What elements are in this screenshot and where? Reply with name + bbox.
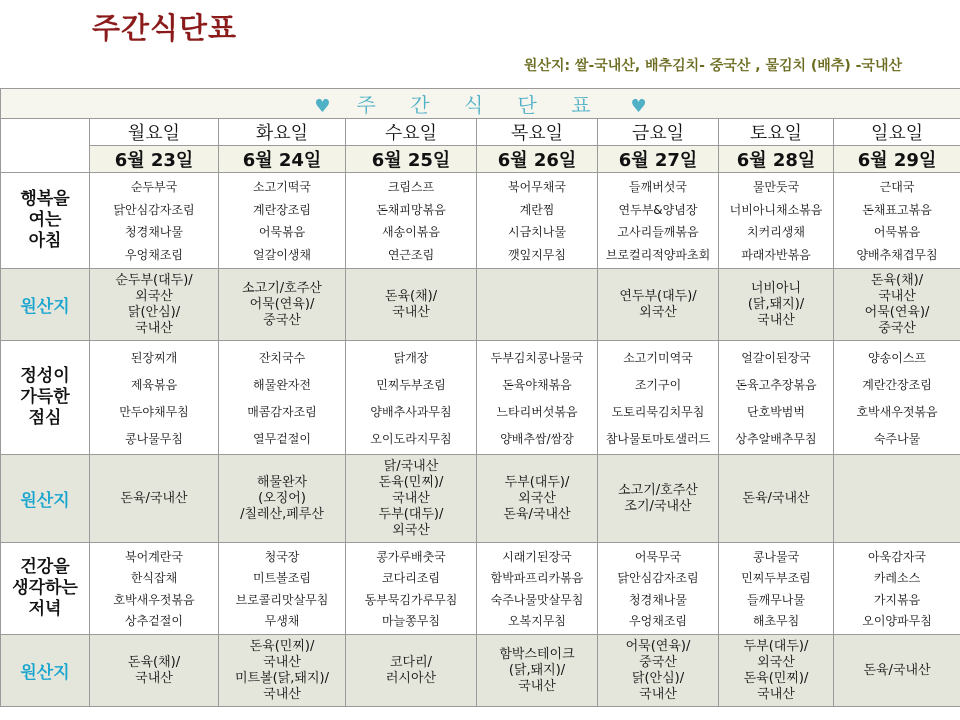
date-header: 6월 29일 xyxy=(834,146,960,173)
menu-item: 계란찜 xyxy=(519,202,555,217)
origin-cell xyxy=(219,635,346,707)
menu-item: 미트볼조림 xyxy=(253,571,311,586)
menu-item: 소고기미역국 xyxy=(623,350,693,365)
cell-line: 국내산 xyxy=(878,288,916,304)
origin-cell xyxy=(346,455,477,543)
menu-item: 들깨버섯국 xyxy=(629,180,687,195)
menu-item: 시래기된장국 xyxy=(502,549,572,564)
menu-item: 닭개장 xyxy=(393,350,429,365)
menu-item: 청국장 xyxy=(264,549,300,564)
cell-line: 중국산 xyxy=(878,320,916,336)
menu-item-list xyxy=(719,546,833,632)
day-header: 화요일 xyxy=(219,119,346,146)
menu-item: 만두야채무침 xyxy=(119,404,189,419)
menu-item: 민찌두부조림 xyxy=(741,571,811,586)
menu-item-list xyxy=(219,176,345,266)
cell-line: 중국산 xyxy=(263,312,301,328)
origin-cell xyxy=(598,455,719,543)
menu-item: 청경채나물 xyxy=(125,225,183,240)
day-header: 목요일 xyxy=(477,119,598,146)
menu-item: 얼갈이생채 xyxy=(253,247,311,262)
menu-item: 참나물토마토샐러드 xyxy=(605,431,711,446)
cell-line: 너비아니 xyxy=(750,280,802,296)
dinner-origin-row xyxy=(1,635,960,707)
cell-line: 국내산 xyxy=(392,490,430,506)
cell-line: 국내산 xyxy=(135,320,173,336)
cell-line: 점심 xyxy=(28,408,62,428)
cell-line: 러시아산 xyxy=(385,670,437,686)
menu-item-list xyxy=(598,546,718,632)
menu-item-list xyxy=(719,344,833,452)
cell-line: 해물완자 xyxy=(256,474,308,490)
cell-line: 외국산 xyxy=(639,304,677,320)
dinner-cell xyxy=(219,543,346,635)
lunch-origin-row xyxy=(1,455,960,543)
menu-item: 오이도라지무침 xyxy=(370,431,452,446)
dinner-cell xyxy=(477,543,598,635)
origin-cell xyxy=(219,455,346,543)
menu-item: 들깨무나물 xyxy=(747,592,805,607)
menu-item-list xyxy=(346,344,476,452)
dinner-label xyxy=(1,543,90,635)
menu-item: 물만둣국 xyxy=(752,180,800,195)
origin-label: 원산지 xyxy=(1,269,90,341)
cell-line: 국내산 xyxy=(263,686,301,702)
cell-line: 돈육(민찌)/ xyxy=(378,474,444,490)
cell-line: 저녁 xyxy=(28,599,62,619)
corner-cell xyxy=(1,119,90,173)
breakfast-cell xyxy=(346,173,477,269)
date-header: 6월 26일 xyxy=(477,146,598,173)
menu-item: 코다리조림 xyxy=(382,571,440,586)
breakfast-cell xyxy=(719,173,834,269)
breakfast-cell xyxy=(598,173,719,269)
menu-item: 양배추사과무침 xyxy=(370,404,452,419)
menu-item: 매콤감자조림 xyxy=(247,404,317,419)
cell-line: 국내산 xyxy=(263,654,301,670)
menu-item: 북어계란국 xyxy=(125,549,183,564)
origin-cell xyxy=(477,455,598,543)
lunch-cell xyxy=(90,341,219,455)
cell-line: 돈육(채)/ xyxy=(384,288,438,304)
cell-line: 외국산 xyxy=(135,288,173,304)
menu-item: 브로컬리적양파초회 xyxy=(605,247,711,262)
menu-item: 파래자반볶음 xyxy=(741,247,811,262)
origin-note: 원산지: 쌀-국내산, 배추김치- 중국산 , 물김치 (배추) -국내산 xyxy=(523,58,902,74)
menu-item: 콩나물국 xyxy=(752,549,800,564)
menu-item: 가지볶음 xyxy=(873,592,921,607)
date-header: 6월 27일 xyxy=(598,146,719,173)
menu-item: 열무겉절이 xyxy=(253,431,311,446)
menu-item: 콩나물무침 xyxy=(125,431,183,446)
menu-item-list xyxy=(219,546,345,632)
origin-cell xyxy=(346,269,477,341)
origin-cell xyxy=(346,635,477,707)
date-header: 6월 28일 xyxy=(719,146,834,173)
menu-item-list xyxy=(219,344,345,452)
menu-item: 오복지무침 xyxy=(508,614,566,629)
menu-item: 함박파프리카볶음 xyxy=(490,571,584,586)
cell-line: 연두부(대두)/ xyxy=(619,288,697,304)
cell-line: 국내산 xyxy=(757,686,795,702)
menu-item-list xyxy=(346,546,476,632)
cell-line: 행복을 xyxy=(20,189,70,209)
menu-item-list xyxy=(598,344,718,452)
cell-line: 생각하는 xyxy=(12,578,78,598)
cell-line: 외국산 xyxy=(392,522,430,538)
menu-item: 브로콜리맛살무침 xyxy=(235,592,329,607)
banner-row xyxy=(1,89,960,119)
menu-item: 소고기떡국 xyxy=(253,180,311,195)
cell-line: (닭,돼지)/ xyxy=(508,662,566,678)
menu-item: 해물완자전 xyxy=(253,377,311,392)
menu-item: 잔치국수 xyxy=(258,350,306,365)
cell-line: 아침 xyxy=(28,231,62,251)
menu-item: 닭안심감자조림 xyxy=(113,202,195,217)
menu-item: 제육볶음 xyxy=(130,377,178,392)
menu-item-list xyxy=(90,176,218,266)
lunch-cell xyxy=(477,341,598,455)
cell-line: 코다리/ xyxy=(389,654,433,670)
heart-icon: ♥ xyxy=(630,96,647,117)
breakfast-cell xyxy=(219,173,346,269)
menu-item: 깻잎지무침 xyxy=(508,247,566,262)
menu-item: 조기구이 xyxy=(634,377,682,392)
lunch-cell xyxy=(219,341,346,455)
menu-item-list xyxy=(598,176,718,266)
menu-item: 한식잡채 xyxy=(130,571,178,586)
menu-item: 너비아니채소볶음 xyxy=(729,202,823,217)
cell-line: 국내산 xyxy=(135,670,173,686)
dinner-cell xyxy=(346,543,477,635)
cell-line: 중국산 xyxy=(639,654,677,670)
day-header: 일요일 xyxy=(834,119,960,146)
cell-line: 닭/국내산 xyxy=(383,458,439,474)
origin-label: 원산지 xyxy=(1,635,90,707)
date-header: 6월 25일 xyxy=(346,146,477,173)
menu-item: 동부묵김가루무침 xyxy=(364,592,458,607)
menu-item: 숙주나물 xyxy=(873,431,921,446)
menu-item-list xyxy=(346,176,476,266)
lunch-row xyxy=(1,341,960,455)
breakfast-label xyxy=(1,173,90,269)
origin-cell xyxy=(719,635,834,707)
cell-line: (닭,돼지)/ xyxy=(747,296,805,312)
menu-item: 어묵볶음 xyxy=(258,225,306,240)
menu-item: 콩가루배춧국 xyxy=(376,549,446,564)
menu-item: 느타리버섯볶음 xyxy=(496,404,578,419)
origin-cell xyxy=(719,455,834,543)
lunch-cell xyxy=(719,341,834,455)
dinner-cell xyxy=(834,543,960,635)
cell-line: 여는 xyxy=(28,210,62,230)
origin-cell xyxy=(90,269,219,341)
date-row xyxy=(1,146,960,173)
menu-item: 닭안심감자조림 xyxy=(617,571,699,586)
menu-item: 우엉채조림 xyxy=(125,247,183,262)
menu-item: 상추알배추무침 xyxy=(735,431,817,446)
day-header: 금요일 xyxy=(598,119,719,146)
heart-icon: ♥ xyxy=(314,96,331,117)
menu-item-list xyxy=(834,546,960,632)
menu-item: 연두부&양념장 xyxy=(618,202,698,217)
origin-cell xyxy=(598,635,719,707)
breakfast-origin-row xyxy=(1,269,960,341)
cell-line: 돈육/국내산 xyxy=(120,490,188,506)
date-header: 6월 24일 xyxy=(219,146,346,173)
menu-item: 도토리묵김치무침 xyxy=(611,404,705,419)
menu-item-list xyxy=(719,176,833,266)
cell-line: 돈육/국내산 xyxy=(503,506,571,522)
menu-item: 호박새우젓볶음 xyxy=(113,592,195,607)
origin-label: 원산지 xyxy=(1,455,90,543)
dinner-cell xyxy=(598,543,719,635)
menu-item-list xyxy=(477,344,597,452)
cell-line: 두부(대두)/ xyxy=(504,474,570,490)
menu-item: 양송이스프 xyxy=(868,350,927,365)
menu-item: 우엉채조림 xyxy=(629,614,687,629)
cell-line: 닭(안심)/ xyxy=(127,304,181,320)
menu-item: 카레소스 xyxy=(873,571,921,586)
menu-item: 상추겉절이 xyxy=(125,614,183,629)
menu-item: 무생채 xyxy=(264,614,300,629)
banner-text: 주 간 식 단 표 xyxy=(356,93,605,117)
cell-line: 소고기/호주산 xyxy=(618,482,698,498)
cell-line: /칠레산,페루산 xyxy=(240,506,324,522)
menu-item: 계란장조림 xyxy=(253,202,311,217)
menu-item: 두부김치콩나물국 xyxy=(490,350,584,365)
cell-line: 두부(대두)/ xyxy=(743,638,809,654)
cell-line: 어묵(연육)/ xyxy=(864,304,930,320)
menu-item: 단호박범벅 xyxy=(747,404,805,419)
menu-item: 크림스프 xyxy=(387,180,435,195)
menu-item: 민찌두부조림 xyxy=(376,377,446,392)
menu-item: 돈육고추장볶음 xyxy=(735,377,817,392)
menu-item: 새송이볶음 xyxy=(382,225,440,240)
cell-line: 조기/국내산 xyxy=(624,498,692,514)
menu-item: 숙주나물맛살무침 xyxy=(490,592,584,607)
cell-line: 돈육(민찌)/ xyxy=(743,670,809,686)
breakfast-row xyxy=(1,173,960,269)
day-header: 수요일 xyxy=(346,119,477,146)
cell-line: 어묵(연육)/ xyxy=(625,638,691,654)
origin-cell xyxy=(477,269,598,341)
menu-item: 어묵무국 xyxy=(634,549,682,564)
dinner-cell xyxy=(90,543,219,635)
menu-item-list xyxy=(477,176,597,266)
menu-item-list xyxy=(834,176,960,266)
origin-cell xyxy=(477,635,598,707)
breakfast-cell xyxy=(90,173,219,269)
cell-line: 외국산 xyxy=(757,654,795,670)
cell-line: 미트볼(닭,돼지)/ xyxy=(234,670,329,686)
cell-line: 가득한 xyxy=(20,387,70,407)
cell-line: 국내산 xyxy=(392,304,430,320)
menu-item: 해초무침 xyxy=(752,614,800,629)
origin-cell xyxy=(719,269,834,341)
cell-line: 돈육/국내산 xyxy=(863,662,931,678)
banner xyxy=(1,89,960,119)
cell-line: 어묵(연육)/ xyxy=(249,296,315,312)
menu-item: 양배추채겹무침 xyxy=(856,247,938,262)
menu-item: 오이양파무침 xyxy=(862,614,932,629)
cell-line: (오징어) xyxy=(258,490,306,506)
menu-item: 양배추쌈/쌈장 xyxy=(500,431,574,446)
menu-item: 호박새우젓볶음 xyxy=(856,404,938,419)
cell-line: 외국산 xyxy=(518,490,556,506)
origin-cell xyxy=(90,455,219,543)
menu-item-list xyxy=(834,344,960,452)
day-header: 토요일 xyxy=(719,119,834,146)
cell-line: 건강을 xyxy=(20,557,70,577)
origin-cell xyxy=(834,269,960,341)
menu-item: 된장찌개 xyxy=(130,350,178,365)
lunch-cell xyxy=(346,341,477,455)
day-row xyxy=(1,119,960,146)
origin-cell xyxy=(598,269,719,341)
page-title: 주간식단표 xyxy=(92,11,238,45)
menu-item: 북어무채국 xyxy=(508,180,566,195)
cell-line: 국내산 xyxy=(757,312,795,328)
lunch-cell xyxy=(834,341,960,455)
cell-line: 돈육(민찌)/ xyxy=(249,638,315,654)
menu-item-list xyxy=(90,344,218,452)
menu-item: 얼갈이된장국 xyxy=(741,350,811,365)
menu-item: 청경채나물 xyxy=(629,592,687,607)
dinner-cell xyxy=(719,543,834,635)
menu-item: 돈채피망볶음 xyxy=(376,202,446,217)
cell-line: 돈육(채)/ xyxy=(870,272,924,288)
weekly-menu-table xyxy=(0,88,960,707)
cell-line: 소고기/호주산 xyxy=(242,280,322,296)
menu-item: 계란간장조림 xyxy=(862,377,932,392)
lunch-label xyxy=(1,341,90,455)
cell-line: 정성이 xyxy=(20,366,70,386)
menu-item-list xyxy=(477,546,597,632)
cell-line: 국내산 xyxy=(518,678,556,694)
cell-line: 순두부(대두)/ xyxy=(115,272,193,288)
cell-line: 두부(대두)/ xyxy=(378,506,444,522)
menu-item-list xyxy=(90,546,218,632)
origin-cell xyxy=(219,269,346,341)
day-header: 월요일 xyxy=(90,119,219,146)
lunch-cell xyxy=(598,341,719,455)
cell-line: 함박스테이크 xyxy=(499,646,575,662)
menu-item: 돈육야채볶음 xyxy=(502,377,572,392)
cell-line: 닭(안심)/ xyxy=(631,670,685,686)
cell-line: 돈육(채)/ xyxy=(127,654,181,670)
menu-item: 근대국 xyxy=(879,180,915,195)
origin-cell xyxy=(834,635,960,707)
menu-item: 연근조림 xyxy=(387,247,435,262)
origin-cell xyxy=(90,635,219,707)
menu-item: 순두부국 xyxy=(130,180,178,195)
date-header: 6월 23일 xyxy=(90,146,219,173)
breakfast-cell xyxy=(834,173,960,269)
menu-item: 마늘쫑무침 xyxy=(382,614,440,629)
menu-item: 고사리들깨볶음 xyxy=(617,225,699,240)
cell-line: 국내산 xyxy=(639,686,677,702)
origin-cell xyxy=(834,455,960,543)
menu-item: 어묵볶음 xyxy=(873,225,921,240)
menu-item: 돈채표고볶음 xyxy=(862,202,932,217)
cell-line: 돈육/국내산 xyxy=(742,490,810,506)
dinner-row xyxy=(1,543,960,635)
menu-item: 시금치나물 xyxy=(508,225,566,240)
breakfast-cell xyxy=(477,173,598,269)
menu-item: 아욱감자국 xyxy=(868,549,927,564)
menu-item: 치커리생채 xyxy=(747,225,805,240)
